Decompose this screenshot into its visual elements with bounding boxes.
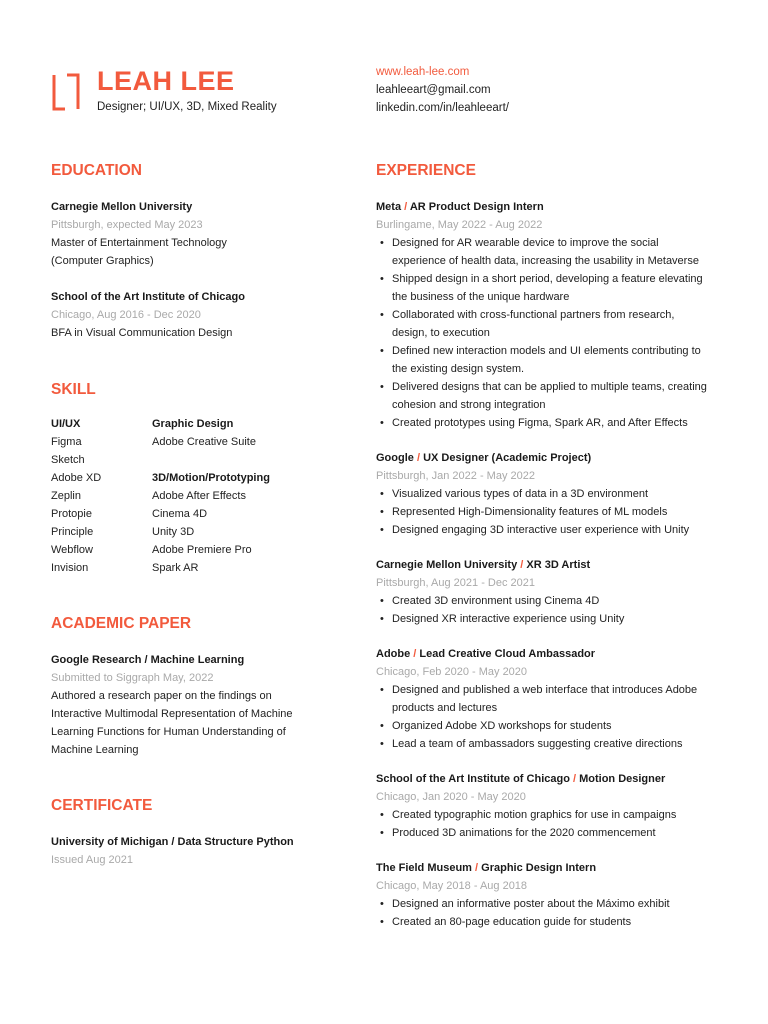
section-title-skill: SKILL bbox=[51, 381, 96, 398]
skill-item: Figma bbox=[51, 436, 82, 448]
skill-item: Principle bbox=[51, 526, 94, 538]
tagline: Designer; UI/UX, 3D, Mixed Reality bbox=[97, 101, 277, 113]
bullet-item bbox=[376, 717, 736, 735]
linkedin-link[interactable]: linkedin.com/in/leahleeart/ bbox=[376, 102, 509, 114]
bullet-list bbox=[376, 681, 736, 753]
bullet-item bbox=[376, 610, 736, 628]
skill-column-design bbox=[152, 415, 270, 577]
experience-entry bbox=[376, 645, 736, 753]
title-separator: / bbox=[471, 862, 482, 874]
bullet-line: • Visualized various types of data in a 3D environment bbox=[392, 488, 648, 500]
bullet-line: the existing design system. bbox=[392, 363, 525, 375]
job-meta: Chicago, May 2018 - Aug 2018 bbox=[376, 880, 528, 892]
experience-entry bbox=[376, 198, 736, 432]
bullet-line: design, to execution bbox=[392, 327, 490, 339]
bullet-item bbox=[376, 234, 736, 270]
section-title-academic-paper: ACADEMIC PAPER bbox=[51, 615, 192, 632]
experience-list bbox=[376, 198, 736, 931]
bullet-line: • Represented High-Dimensionality features of ML models bbox=[392, 506, 668, 518]
school-meta: Pittsburgh, expected May 2023 bbox=[51, 219, 203, 231]
role-name: Graphic Design Intern bbox=[481, 862, 597, 874]
bullet-line: cohesion and strong integration bbox=[392, 399, 546, 411]
experience-entry bbox=[376, 770, 736, 842]
paper-line: Interactive Multimodal Representation of Machine bbox=[51, 708, 293, 720]
bullet-line: • Lead a team of ambassadors suggesting creative directions bbox=[392, 738, 683, 750]
degree-line: Master of Entertainment Technology bbox=[51, 237, 227, 249]
skill-item: Cinema 4D bbox=[152, 508, 208, 520]
role-name: AR Product Design Intern bbox=[409, 201, 544, 213]
paper-topic: Machine Learning bbox=[150, 654, 245, 666]
skill-column-uiux bbox=[51, 415, 152, 577]
job-meta: Chicago, Jan 2020 - May 2020 bbox=[376, 791, 526, 803]
bullet-item bbox=[376, 342, 736, 378]
skill-item: Adobe Creative Suite bbox=[152, 436, 256, 448]
job-title bbox=[376, 645, 736, 663]
bullet-line: • Defined new interaction models and UI elements contributing to bbox=[392, 345, 701, 357]
role-name: UX Designer (Academic Project) bbox=[423, 452, 592, 464]
school-name: School of the Art Institute of Chicago bbox=[51, 291, 245, 303]
job-title bbox=[376, 198, 736, 216]
paper-entry bbox=[51, 651, 351, 759]
section-title-education: EDUCATION bbox=[51, 162, 142, 179]
skill-item: Unity 3D bbox=[152, 526, 195, 538]
skill-item: Zeplin bbox=[51, 490, 81, 502]
bullet-item bbox=[376, 681, 736, 717]
website-link[interactable]: www.leah-lee.com bbox=[376, 66, 470, 78]
job-title bbox=[376, 449, 736, 467]
skill-item: Invision bbox=[51, 562, 89, 574]
bullet-line: • Produced 3D animations for the 2020 commencement bbox=[392, 827, 656, 839]
company-name: Google bbox=[376, 452, 414, 464]
title-separator: / bbox=[401, 201, 410, 213]
title-separator: / bbox=[410, 648, 420, 660]
skill-item: Protopie bbox=[51, 508, 92, 520]
paper-line: Authored a research paper on the findings on bbox=[51, 690, 272, 702]
skill-item: Adobe XD bbox=[51, 472, 102, 484]
bullet-line: • Designed engaging 3D interactive user experience with Unity bbox=[392, 524, 690, 536]
bullet-line: • Designed for AR wearable device to improve the social bbox=[392, 237, 659, 249]
bullet-line: • Designed and published a web interface that introduces Adobe bbox=[392, 684, 698, 696]
section-title-certificate: CERTIFICATE bbox=[51, 797, 153, 814]
bullet-line: • Delivered designs that can be applied to multiple teams, creating bbox=[392, 381, 707, 393]
bullet-item bbox=[376, 485, 736, 503]
bullet-item bbox=[376, 806, 736, 824]
company-name: Carnegie Mellon University bbox=[376, 559, 518, 571]
bullet-line: • Collaborated with cross-functional partners from research, bbox=[392, 309, 675, 321]
logo-bracket-icon bbox=[51, 72, 81, 112]
bullet-line: the business of the unique hardware bbox=[392, 291, 570, 303]
degree-line: BFA in Visual Communication Design bbox=[51, 327, 233, 339]
certificate-entry bbox=[51, 833, 351, 869]
paper-meta: Submitted to Siggraph May, 2022 bbox=[51, 672, 214, 684]
bullet-item bbox=[376, 503, 736, 521]
paper-title bbox=[51, 651, 351, 669]
bullet-item bbox=[376, 824, 736, 842]
bullet-line: • Organized Adobe XD workshops for students bbox=[392, 720, 612, 732]
education-entry bbox=[51, 198, 351, 270]
experience-entry bbox=[376, 449, 736, 539]
bullet-list bbox=[376, 806, 736, 842]
experience-entry bbox=[376, 859, 736, 931]
skill-item: Sketch bbox=[51, 454, 85, 466]
school-meta: Chicago, Aug 2016 - Dec 2020 bbox=[51, 309, 201, 321]
bullet-line: • Designed an informative poster about the Máximo exhibit bbox=[392, 898, 670, 910]
paper-sep: / bbox=[141, 654, 151, 666]
bullet-item bbox=[376, 735, 736, 753]
skill-grid bbox=[51, 415, 351, 577]
job-meta: Pittsburgh, Jan 2022 - May 2022 bbox=[376, 470, 535, 482]
section-title-experience: EXPERIENCE bbox=[376, 162, 476, 179]
bullet-item bbox=[376, 270, 736, 306]
school-name: Carnegie Mellon University bbox=[51, 201, 193, 213]
certificate-meta: Issued Aug 2021 bbox=[51, 854, 133, 866]
title-separator: / bbox=[413, 452, 424, 464]
bullet-list bbox=[376, 234, 736, 432]
email-link[interactable]: leahleeart@gmail.com bbox=[376, 84, 491, 96]
role-name: Lead Creative Cloud Ambassador bbox=[419, 648, 596, 660]
skill-item: Webflow bbox=[51, 544, 93, 556]
job-title bbox=[376, 556, 736, 574]
company-name: Meta bbox=[376, 201, 402, 213]
skill-item: Spark AR bbox=[152, 562, 199, 574]
paper-line: Machine Learning bbox=[51, 744, 139, 756]
bullet-item bbox=[376, 378, 736, 414]
paper-org: Google Research bbox=[51, 654, 142, 666]
bullet-line: • Created prototypes using Figma, Spark AR, and After Effects bbox=[392, 417, 688, 429]
education-entry bbox=[51, 288, 351, 342]
job-meta: Burlingame, May 2022 - Aug 2022 bbox=[376, 219, 543, 231]
role-name: Motion Designer bbox=[579, 773, 666, 785]
bullet-line: • Shipped design in a short period, developing a feature elevating bbox=[392, 273, 703, 285]
role-name: XR 3D Artist bbox=[526, 559, 591, 571]
bullet-list bbox=[376, 592, 736, 628]
job-meta: Chicago, Feb 2020 - May 2020 bbox=[376, 666, 528, 678]
bullet-item bbox=[376, 414, 736, 432]
skill-spacer bbox=[152, 451, 270, 469]
right-column bbox=[376, 160, 736, 931]
bullet-line: experience of health data, increasing the usability in Metaverse bbox=[392, 255, 699, 267]
company-name: Adobe bbox=[376, 648, 411, 660]
bullet-item bbox=[376, 306, 736, 342]
title-separator: / bbox=[517, 559, 527, 571]
bullet-list bbox=[376, 485, 736, 539]
bullet-line: • Created 3D environment using Cinema 4D bbox=[392, 595, 600, 607]
experience-entry bbox=[376, 556, 736, 628]
skill-heading: 3D/Motion/Prototyping bbox=[152, 472, 270, 484]
company-name: The Field Museum bbox=[376, 862, 472, 874]
certificate-name: University of Michigan / Data Structure Python bbox=[51, 836, 294, 848]
skill-heading: Graphic Design bbox=[152, 418, 234, 430]
job-title bbox=[376, 770, 736, 788]
bullet-item bbox=[376, 521, 736, 539]
job-title bbox=[376, 859, 736, 877]
bullet-item bbox=[376, 895, 736, 913]
contact-block bbox=[376, 63, 509, 117]
skill-item: Adobe After Effects bbox=[152, 490, 246, 502]
bullet-item bbox=[376, 592, 736, 610]
job-meta: Pittsburgh, Aug 2021 - Dec 2021 bbox=[376, 577, 535, 589]
bullet-line: products and lectures bbox=[392, 702, 498, 714]
left-column bbox=[51, 160, 351, 869]
bullet-line: • Created an 80-page education guide for students bbox=[392, 916, 632, 928]
resume-name: LEAH LEE bbox=[97, 66, 235, 96]
title-separator: / bbox=[569, 773, 580, 785]
degree-line: (Computer Graphics) bbox=[51, 255, 154, 267]
company-name: School of the Art Institute of Chicago bbox=[376, 773, 570, 785]
bullet-line: • Designed XR interactive experience using Unity bbox=[392, 613, 625, 625]
paper-line: Learning Functions for Human Understanding of bbox=[51, 726, 286, 738]
bullet-list bbox=[376, 895, 736, 931]
skill-heading: UI/UX bbox=[51, 418, 81, 430]
bullet-item bbox=[376, 913, 736, 931]
bullet-line: • Created typographic motion graphics for use in campaigns bbox=[392, 809, 677, 821]
skill-item: Adobe Premiere Pro bbox=[152, 544, 252, 556]
